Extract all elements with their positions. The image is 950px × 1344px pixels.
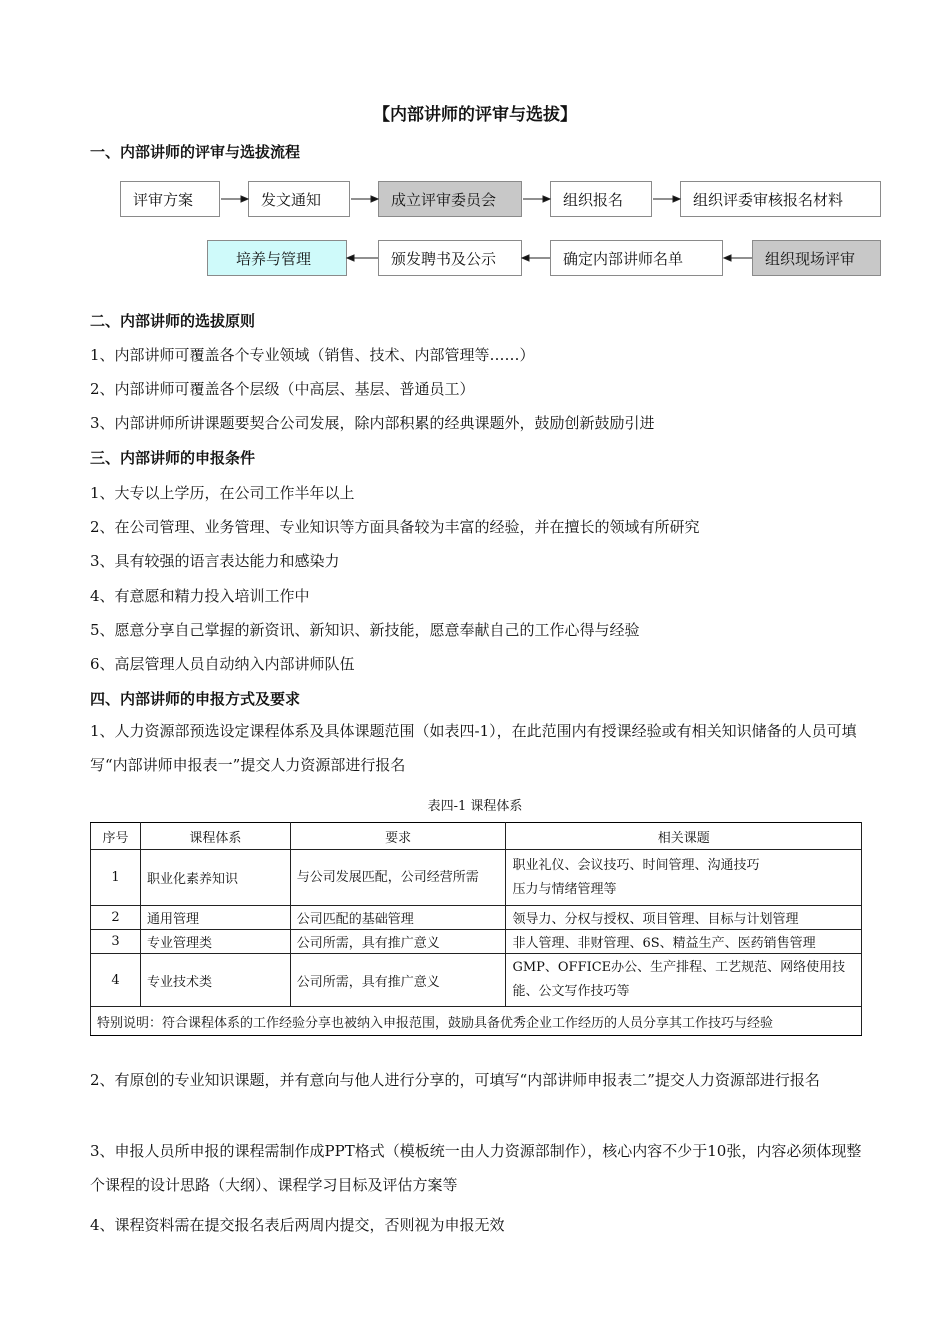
table-cell-system: 专业管理类	[140, 930, 290, 954]
flow-step-3: 成立评审委员会	[378, 181, 522, 217]
section3-heading: 三、内部讲师的申报条件	[90, 449, 256, 467]
condition-item-4: 4、有意愿和精力投入培训工作中	[90, 587, 310, 605]
condition-item-2: 2、在公司管理、业务管理、专业知识等方面具备较为丰富的经验，并在擅长的领域有所研究	[90, 518, 700, 536]
table-row	[91, 850, 862, 906]
condition-item-3: 3、具有较强的语言表达能力和感染力	[90, 552, 340, 570]
table-row	[91, 906, 862, 930]
table-cell-no: 4	[91, 954, 141, 1007]
requirement-item-2: 2、有原创的专业知识课题，并有意向与他人进行分享的，可填写“内部讲师申报表二”提交人力资源部进行报名	[90, 1071, 820, 1089]
table-cell-topics: GMP、OFFICE办公、生产排程、工艺规范、网络使用技能、公文写作技巧等	[506, 954, 862, 1007]
flow-step-2: 发文通知	[248, 181, 350, 217]
condition-item-1: 1、大专以上学历，在公司工作半年以上	[90, 484, 355, 502]
section1-heading: 一、内部讲师的评审与选拔流程	[90, 143, 301, 161]
table-cell-req: 与公司发展匹配，公司经营所需	[290, 850, 506, 906]
table-cell-no: 3	[91, 930, 141, 954]
table-cell-system: 职业化素养知识	[140, 850, 290, 906]
flow-step-5: 组织评委审核报名材料	[680, 181, 881, 217]
flow-step-7: 确定内部讲师名单	[550, 240, 723, 276]
table-note-row	[91, 1007, 862, 1036]
requirement-item-4: 4、课程资料需在提交报名表后两周内提交，否则视为申报无效	[90, 1216, 505, 1234]
flow-step-6: 组织现场评审	[752, 240, 881, 276]
table-header-cell: 要求	[290, 823, 506, 850]
table-row	[91, 930, 862, 954]
principle-item-1: 1、内部讲师可覆盖各个专业领域（销售、技术、内部管理等……）	[90, 346, 535, 364]
page-title: 【内部讲师的评审与选拔】	[373, 105, 577, 125]
table-cell-req: 公司所需，具有推广意义	[290, 954, 506, 1007]
condition-item-5: 5、愿意分享自己掌握的新资讯、新知识、新技能，愿意奉献自己的工作心得与经验	[90, 621, 640, 639]
table-header-cell: 课程体系	[140, 823, 290, 850]
flow-step-1: 评审方案	[120, 181, 220, 217]
flow-arrows	[0, 0, 950, 300]
table-cell-req: 公司匹配的基础管理	[290, 906, 506, 930]
table-cell-topics: 领导力、分权与授权、项目管理、目标与计划管理	[506, 906, 862, 930]
table-cell-system: 通用管理	[140, 906, 290, 930]
requirement-item-3: 3、申报人员所申报的课程需制作成PPT格式（模板统一由人力资源部制作），核心内容不少于10张，内容必须体现整个课程的设计思路（大纲）、课程学习目标及评估方案等	[90, 1142, 862, 1194]
condition-item-6: 6、高层管理人员自动纳入内部讲师队伍	[90, 655, 355, 673]
table-row	[91, 954, 862, 1007]
course-system-table	[90, 822, 862, 1036]
section4-heading: 四、内部讲师的申报方式及要求	[90, 690, 301, 708]
table-header-cell: 序号	[91, 823, 141, 850]
table-caption: 表四-1 课程体系	[427, 799, 523, 814]
table-cell-system: 专业技术类	[140, 954, 290, 1007]
table-header-row	[91, 823, 862, 850]
section2-heading: 二、内部讲师的选拔原则	[90, 312, 256, 330]
table-cell-no: 1	[91, 850, 141, 906]
requirement-item-1: 1、人力资源部预选设定课程体系及具体课题范围（如表四-1），在此范围内有授课经验或有相关知识储备的人员可填写“内部讲师申报表一”提交人力资源部进行报名	[90, 722, 857, 774]
table-cell-no: 2	[91, 906, 141, 930]
flow-step-4: 组织报名	[550, 181, 652, 217]
table-cell-topics: 非人管理、非财管理、6S、精益生产、医药销售管理	[506, 930, 862, 954]
table-cell-topics: 职业礼仪、会议技巧、时间管理、沟通技巧 压力与情绪管理等	[506, 850, 862, 906]
principle-item-3: 3、内部讲师所讲课题要契合公司发展，除内部积累的经典课题外，鼓励创新鼓励引进	[90, 414, 655, 432]
principle-item-2: 2、内部讲师可覆盖各个层级（中高层、基层、普通员工）	[90, 380, 475, 398]
table-note: 特别说明：符合课程体系的工作经验分享也被纳入申报范围，鼓励具备优秀企业工作经历的人员分享其工作技巧与经验	[91, 1007, 862, 1036]
table-cell-req: 公司所需，具有推广意义	[290, 930, 506, 954]
flow-step-8: 颁发聘书及公示	[378, 240, 522, 276]
flow-step-9: 培养与管理	[207, 240, 347, 276]
table-header-cell: 相关课题	[506, 823, 862, 850]
